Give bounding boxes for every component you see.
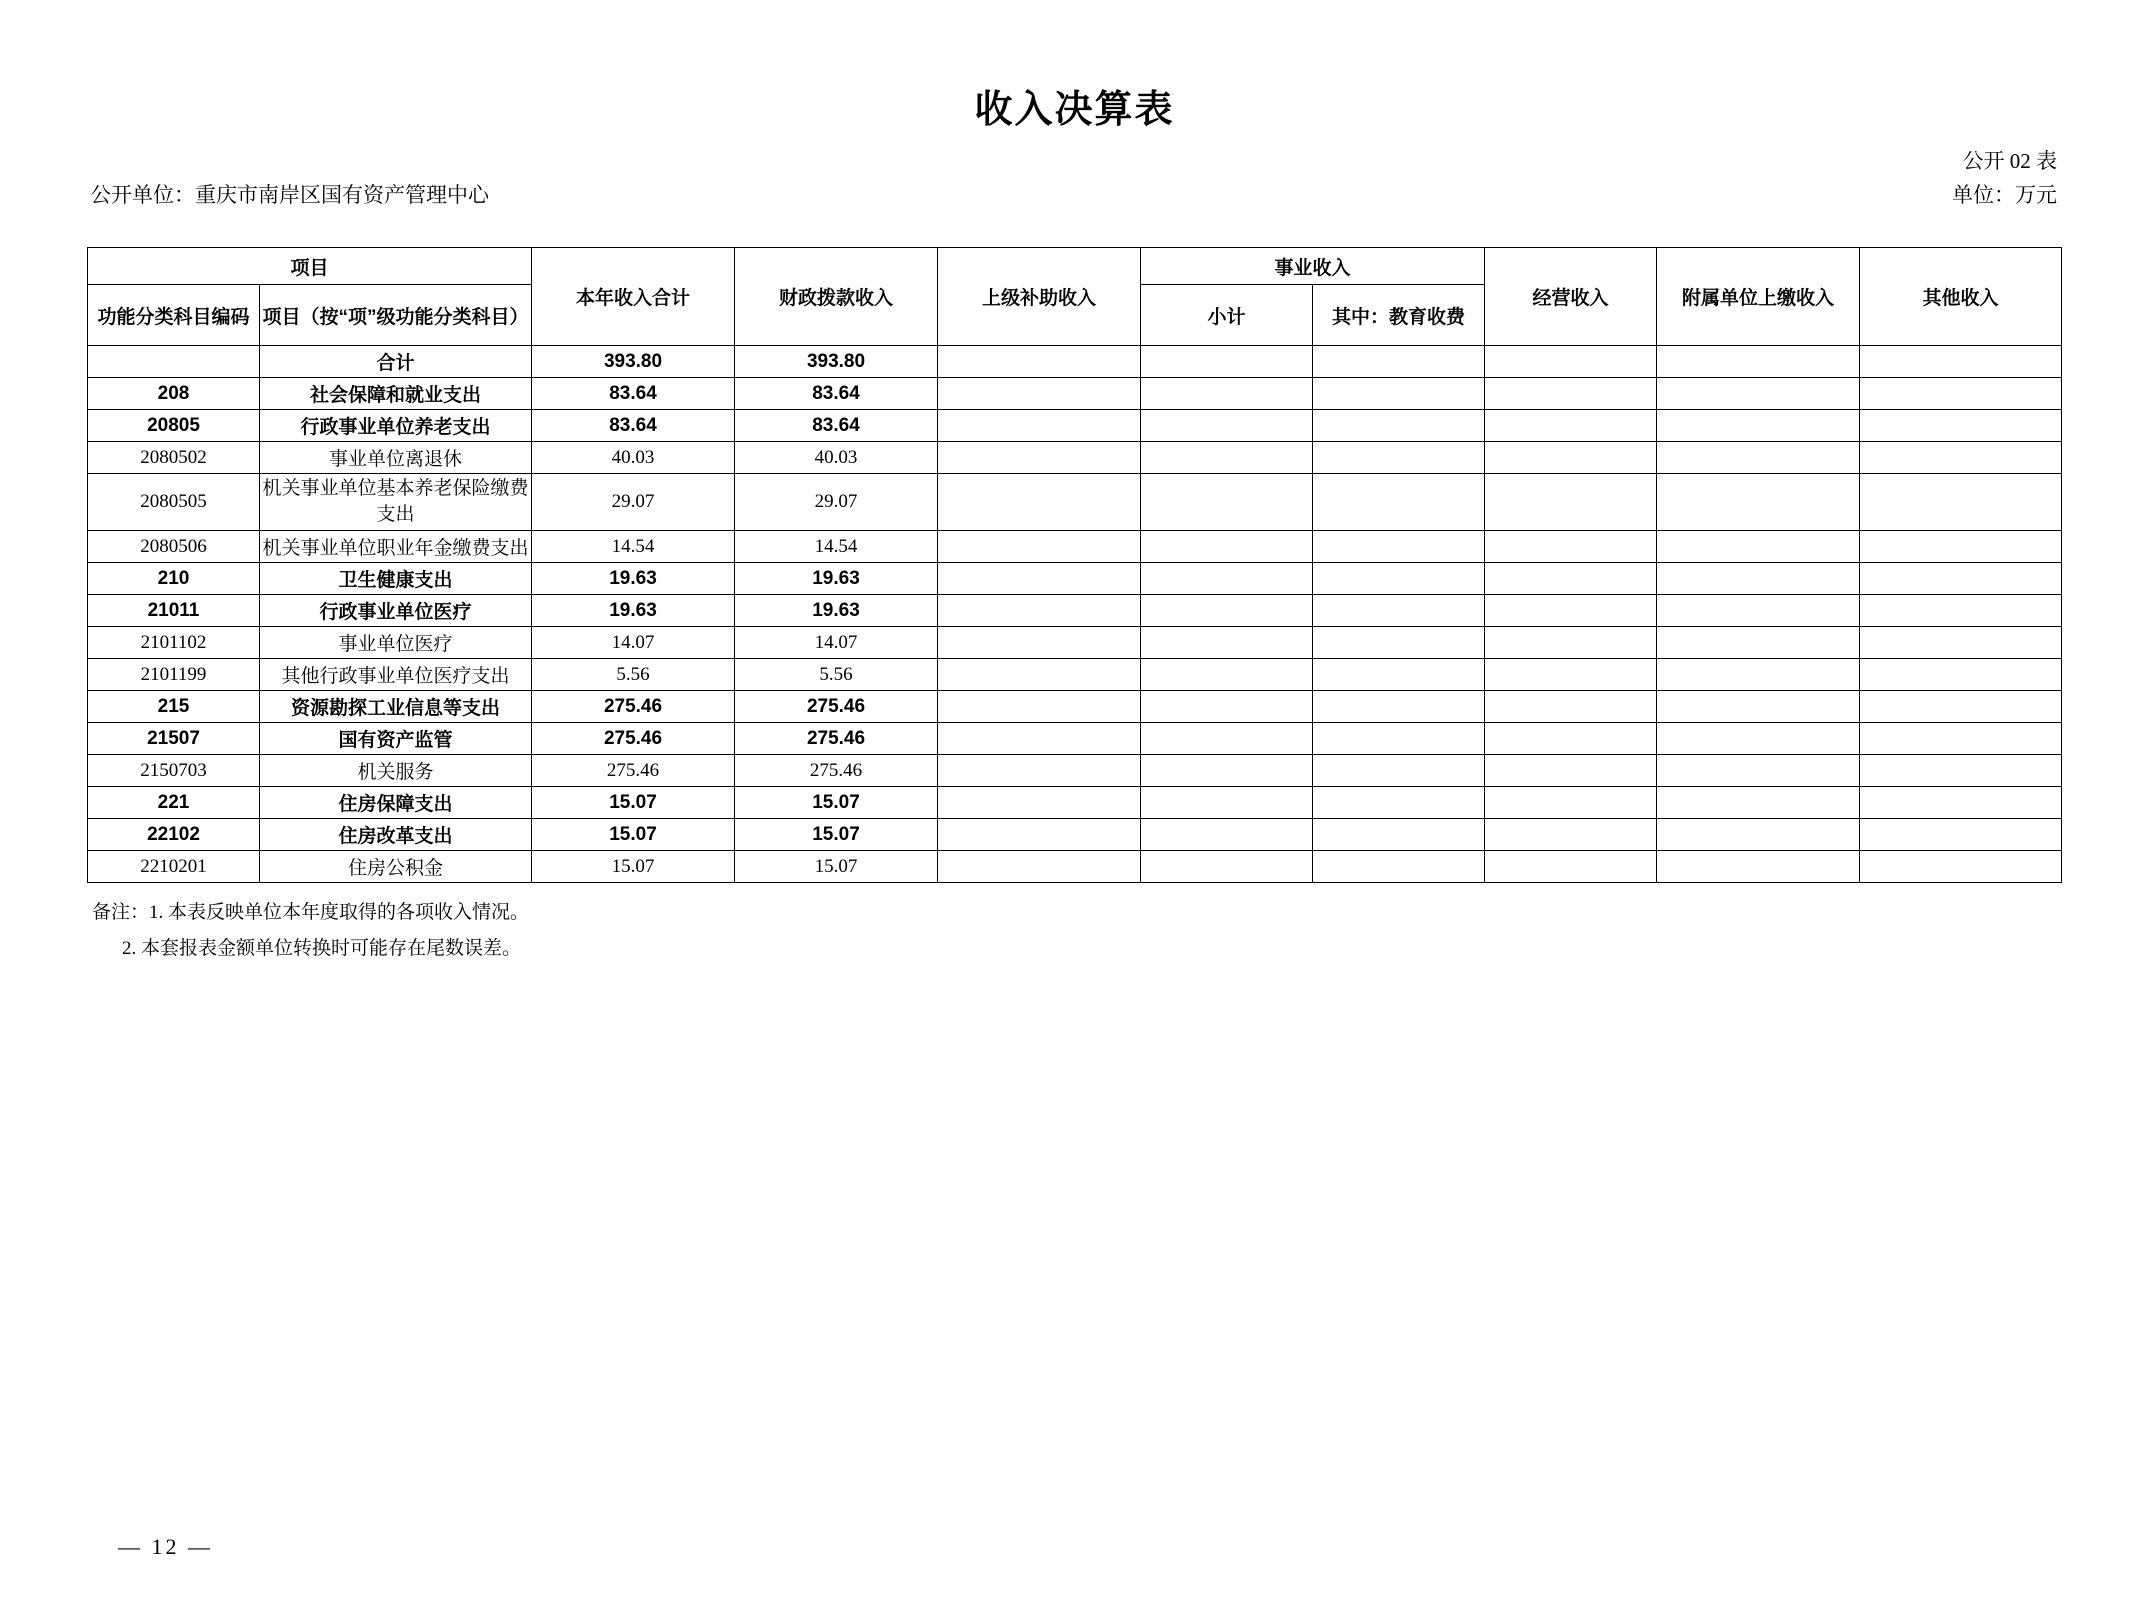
table-row [87,851,2061,883]
cell-superior-subsidy [938,346,1141,378]
cell-affiliated-payment [1657,410,1860,442]
table-row [87,595,2061,627]
header-col-subtotal: 小计 [1141,285,1313,346]
cell-total-income: 14.54 [532,531,735,563]
cell-business-subtotal [1141,410,1313,442]
cell-affiliated-payment [1657,531,1860,563]
cell-total-income: 15.07 [532,819,735,851]
cell-fiscal-appropriation: 14.07 [735,627,938,659]
cell-total-income: 19.63 [532,595,735,627]
cell-business-subtotal [1141,595,1313,627]
cell-affiliated-payment [1657,378,1860,410]
header-col-total: 本年收入合计 [532,248,735,346]
cell-operating-income [1485,346,1657,378]
cell-superior-subsidy [938,691,1141,723]
cell-education-fee [1313,627,1485,659]
cell-operating-income [1485,819,1657,851]
cell-item-name: 卫生健康支出 [259,563,531,595]
document-page [0,78,2149,1598]
cell-function-code: 208 [87,378,259,410]
cell-fiscal-appropriation: 83.64 [735,410,938,442]
cell-fiscal-appropriation: 5.56 [735,659,938,691]
cell-other-income [1860,563,2062,595]
cell-affiliated-payment [1657,563,1860,595]
cell-fiscal-appropriation: 19.63 [735,563,938,595]
cell-item-name: 行政事业单位医疗 [259,595,531,627]
table-row [87,723,2061,755]
cell-item-name: 行政事业单位养老支出 [259,410,531,442]
table-row [87,346,2061,378]
cell-fiscal-appropriation: 275.46 [735,691,938,723]
table-row [87,474,2061,531]
header-col-code: 功能分类科目编码 [87,285,259,346]
cell-item-name: 住房保障支出 [259,787,531,819]
cell-business-subtotal [1141,723,1313,755]
cell-item-name: 其他行政事业单位医疗支出 [259,659,531,691]
table-row [87,787,2061,819]
cell-total-income: 19.63 [532,563,735,595]
cell-education-fee [1313,474,1485,531]
table-row [87,755,2061,787]
cell-fiscal-appropriation: 15.07 [735,819,938,851]
cell-fiscal-appropriation: 29.07 [735,474,938,531]
cell-total-income: 15.07 [532,787,735,819]
cell-education-fee [1313,787,1485,819]
cell-operating-income [1485,474,1657,531]
cell-affiliated-payment [1657,851,1860,883]
cell-superior-subsidy [938,659,1141,691]
cell-total-income: 29.07 [532,474,735,531]
cell-affiliated-payment [1657,819,1860,851]
cell-total-income: 275.46 [532,691,735,723]
cell-item-name: 机关事业单位职业年金缴费支出 [259,531,531,563]
cell-item-name: 事业单位离退休 [259,442,531,474]
table-row [87,378,2061,410]
cell-item-name: 住房公积金 [259,851,531,883]
cell-fiscal-appropriation: 14.54 [735,531,938,563]
cell-item-name: 社会保障和就业支出 [259,378,531,410]
cell-superior-subsidy [938,819,1141,851]
cell-other-income [1860,346,2062,378]
cell-operating-income [1485,595,1657,627]
table-row [87,659,2061,691]
cell-fiscal-appropriation: 393.80 [735,346,938,378]
cell-item-name: 住房改革支出 [259,819,531,851]
cell-education-fee [1313,723,1485,755]
cell-education-fee [1313,595,1485,627]
header-col-fiscal: 财政拨款收入 [735,248,938,346]
cell-operating-income [1485,723,1657,755]
cell-other-income [1860,378,2062,410]
cell-education-fee [1313,563,1485,595]
cell-fiscal-appropriation: 15.07 [735,851,938,883]
cell-operating-income [1485,691,1657,723]
cell-education-fee [1313,442,1485,474]
table-row [87,442,2061,474]
cell-business-subtotal [1141,563,1313,595]
cell-fiscal-appropriation: 15.07 [735,787,938,819]
cell-other-income [1860,627,2062,659]
cell-operating-income [1485,851,1657,883]
cell-education-fee [1313,346,1485,378]
cell-operating-income [1485,627,1657,659]
cell-business-subtotal [1141,851,1313,883]
cell-superior-subsidy [938,595,1141,627]
table-row [87,627,2061,659]
table-body [87,346,2061,883]
cell-item-name: 机关服务 [259,755,531,787]
income-final-accounts-table [87,247,2062,883]
cell-function-code: 2150703 [87,755,259,787]
amount-unit: 单位：万元 [1952,183,2057,207]
cell-business-subtotal [1141,442,1313,474]
cell-fiscal-appropriation: 40.03 [735,442,938,474]
document-meta [0,149,2149,207]
cell-function-code: 2080505 [87,474,259,531]
cell-fiscal-appropriation: 275.46 [735,755,938,787]
cell-operating-income [1485,378,1657,410]
cell-education-fee [1313,378,1485,410]
cell-affiliated-payment [1657,723,1860,755]
cell-business-subtotal [1141,474,1313,531]
table-row [87,691,2061,723]
table-row [87,410,2061,442]
page-number: — 12 — [118,1534,213,1559]
cell-education-fee [1313,755,1485,787]
cell-function-code: 21011 [87,595,259,627]
header-col-superior: 上级补助收入 [938,248,1141,346]
header-col-affiliated: 附属单位上缴收入 [1657,248,1860,346]
cell-operating-income [1485,563,1657,595]
cell-other-income [1860,723,2062,755]
publishing-unit: 公开单位：重庆市南岸区国有资产管理中心 [90,183,489,207]
cell-total-income: 393.80 [532,346,735,378]
cell-superior-subsidy [938,723,1141,755]
cell-total-income: 83.64 [532,410,735,442]
note-line-2: 2. 本套报表金额单位转换时可能存在尾数误差。 [122,938,522,960]
cell-education-fee [1313,851,1485,883]
cell-other-income [1860,531,2062,563]
cell-other-income [1860,410,2062,442]
note-line-1: 备注：1. 本表反映单位本年度取得的各项收入情况。 [92,902,530,923]
cell-business-subtotal [1141,819,1313,851]
cell-education-fee [1313,659,1485,691]
cell-business-subtotal [1141,659,1313,691]
cell-total-income: 275.46 [532,755,735,787]
cell-business-subtotal [1141,755,1313,787]
cell-education-fee [1313,410,1485,442]
cell-other-income [1860,851,2062,883]
cell-other-income [1860,474,2062,531]
cell-business-subtotal [1141,627,1313,659]
cell-superior-subsidy [938,851,1141,883]
page-title: 收入决算表 [974,89,1175,131]
cell-total-income: 15.07 [532,851,735,883]
cell-superior-subsidy [938,563,1141,595]
cell-affiliated-payment [1657,755,1860,787]
cell-fiscal-appropriation: 19.63 [735,595,938,627]
cell-function-code: 21507 [87,723,259,755]
cell-operating-income [1485,442,1657,474]
cell-function-code: 22102 [87,819,259,851]
cell-function-code: 20805 [87,410,259,442]
cell-superior-subsidy [938,442,1141,474]
header-group-project: 项目 [87,248,531,285]
header-col-operating: 经营收入 [1485,248,1657,346]
table-row [87,563,2061,595]
cell-business-subtotal [1141,346,1313,378]
cell-other-income [1860,787,2062,819]
table-row [87,531,2061,563]
cell-operating-income [1485,659,1657,691]
cell-affiliated-payment [1657,691,1860,723]
cell-superior-subsidy [938,755,1141,787]
cell-item-name: 资源勘探工业信息等支出 [259,691,531,723]
table-header-row-1 [87,248,2061,285]
cell-item-name: 合计 [259,346,531,378]
header-col-edu-fee: 其中：教育收费 [1313,285,1485,346]
table-notes [0,895,2149,967]
cell-superior-subsidy [938,474,1141,531]
cell-other-income [1860,819,2062,851]
cell-superior-subsidy [938,378,1141,410]
cell-affiliated-payment [1657,627,1860,659]
cell-other-income [1860,691,2062,723]
cell-item-name: 机关事业单位基本养老保险缴费支出 [259,474,531,531]
cell-function-code: 2080502 [87,442,259,474]
cell-total-income: 275.46 [532,723,735,755]
cell-education-fee [1313,819,1485,851]
cell-superior-subsidy [938,531,1141,563]
table-row [87,819,2061,851]
cell-operating-income [1485,755,1657,787]
cell-total-income: 83.64 [532,378,735,410]
header-group-business-income: 事业收入 [1141,248,1485,285]
cell-education-fee [1313,531,1485,563]
cell-function-code: 2101199 [87,659,259,691]
cell-function-code: 2210201 [87,851,259,883]
cell-operating-income [1485,410,1657,442]
cell-other-income [1860,659,2062,691]
cell-function-code: 2101102 [87,627,259,659]
cell-other-income [1860,442,2062,474]
cell-business-subtotal [1141,531,1313,563]
cell-function-code: 221 [87,787,259,819]
cell-other-income [1860,595,2062,627]
cell-operating-income [1485,531,1657,563]
cell-function-code: 210 [87,563,259,595]
form-code: 公开 02 表 [1962,149,2057,173]
cell-total-income: 5.56 [532,659,735,691]
cell-fiscal-appropriation: 83.64 [735,378,938,410]
cell-item-name: 事业单位医疗 [259,627,531,659]
cell-other-income [1860,755,2062,787]
cell-affiliated-payment [1657,346,1860,378]
cell-operating-income [1485,787,1657,819]
cell-superior-subsidy [938,627,1141,659]
cell-fiscal-appropriation: 275.46 [735,723,938,755]
cell-affiliated-payment [1657,442,1860,474]
cell-affiliated-payment [1657,595,1860,627]
cell-function-code [87,346,259,378]
cell-superior-subsidy [938,410,1141,442]
cell-total-income: 14.07 [532,627,735,659]
cell-affiliated-payment [1657,474,1860,531]
cell-business-subtotal [1141,378,1313,410]
cell-function-code: 2080506 [87,531,259,563]
cell-item-name: 国有资产监管 [259,723,531,755]
cell-education-fee [1313,691,1485,723]
cell-affiliated-payment [1657,659,1860,691]
cell-business-subtotal [1141,691,1313,723]
cell-business-subtotal [1141,787,1313,819]
header-col-item: 项目（按“项”级功能分类科目） [259,285,531,346]
cell-total-income: 40.03 [532,442,735,474]
header-col-other: 其他收入 [1860,248,2062,346]
cell-function-code: 215 [87,691,259,723]
cell-affiliated-payment [1657,787,1860,819]
cell-superior-subsidy [938,787,1141,819]
